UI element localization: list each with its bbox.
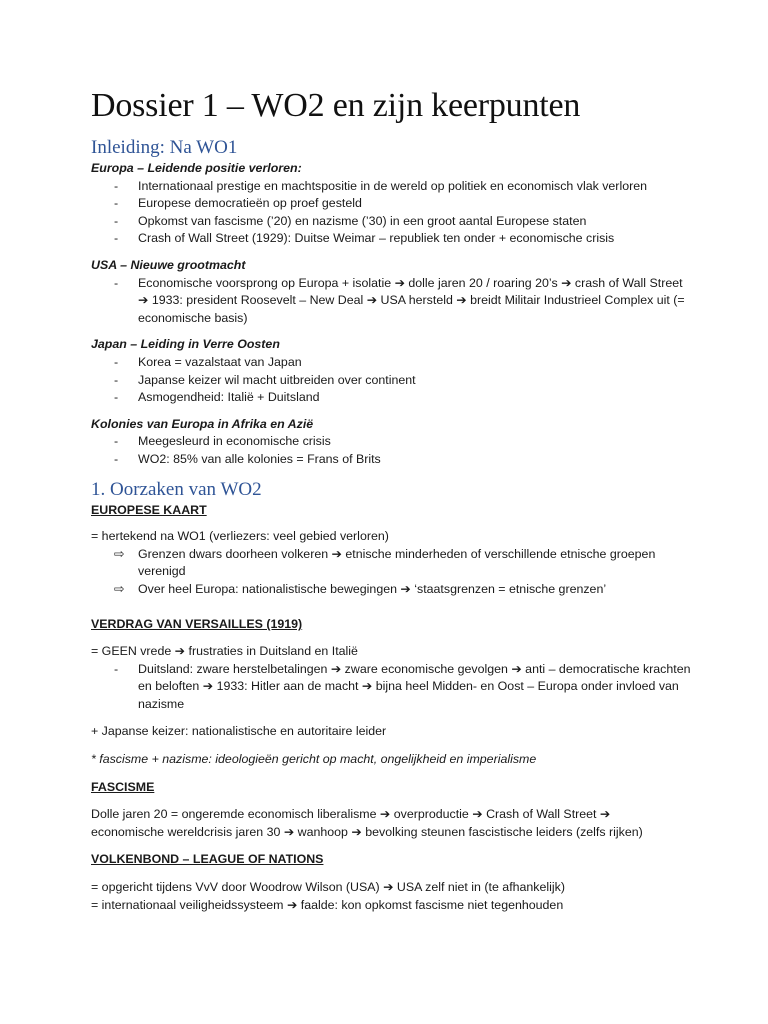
paragraph-fascisme-line-2: economische wereldcrisis jaren 30 ➔ wanhoop ➔ bevolking steunen fascistische leiders (zelfs rijken) xyxy=(91,824,643,839)
heading-oorzaken: 1. Oorzaken van WO2 xyxy=(91,478,262,500)
list-item: ⇨ Grenzen dwars doorheen volkeren ➔ etnische minderheden of verschillende etnische groepen verenigd xyxy=(114,546,656,579)
list-kaart xyxy=(91,546,691,599)
dash-bullet: - xyxy=(114,178,119,193)
list-usa xyxy=(91,275,691,328)
note-ideologieen: * fascisme + nazisme: ideologieën gericht op macht, ongelijkheid en imperialisme xyxy=(91,752,537,767)
page-title: Dossier 1 – WO2 en zijn keerpunten xyxy=(91,87,581,124)
section-heading-kaart: EUROPESE KAART xyxy=(91,502,207,517)
dash-bullet: - xyxy=(114,196,119,211)
arrow-bullet-icon: ⇨ xyxy=(114,546,125,561)
section-heading-versailles: VERDRAG VAN VERSAILLES (1919) xyxy=(91,617,303,632)
paragraph-volkenbond-line-1: = opgericht tijdens VvV door Woodrow Wilson (USA) ➔ USA zelf niet in (te afhankelijk) xyxy=(91,880,565,894)
dash-bullet: - xyxy=(114,434,119,449)
list-item: - Meegesleurd in economische crisis xyxy=(91,433,691,451)
list-item: - Japanse keizer wil macht uitbreiden over continent xyxy=(91,372,691,390)
paragraph-volkenbond-line-2: = internationaal veiligheidssysteem ➔ faalde: kon opkomst fascisme niet tegenhouden xyxy=(91,897,564,912)
paragraph-kaart: = hertekend na WO1 (verliezers: veel gebied verloren) xyxy=(91,529,389,544)
list-item: - Crash of Wall Street (1929): Duitse Weimar – republiek ten onder + economische crisis xyxy=(91,230,691,248)
document-content xyxy=(91,84,691,914)
list-item: - Internationaal prestige en machtspositie in de wereld op politiek en economisch vlak verloren xyxy=(91,178,691,196)
dash-bullet: - xyxy=(114,661,119,676)
subheading-kolonies: Kolonies van Europa in Afrika en Azië xyxy=(91,416,314,431)
list-kolonies xyxy=(91,433,691,468)
paragraph-japanse-keizer: + Japanse keizer: nationalistische en autoritaire leider xyxy=(91,724,387,739)
dash-bullet: - xyxy=(114,372,119,387)
list-item: - Europese democratieën op proef gesteld xyxy=(91,195,691,213)
section-heading-volkenbond: VOLKENBOND – LEAGUE OF NATIONS xyxy=(91,852,324,867)
list-item: ⇨ Over heel Europa: nationalistische bewegingen ➔ ‘staatsgrenzen = etnische grenzen’ xyxy=(91,581,691,599)
dash-bullet: - xyxy=(114,390,119,405)
list-item: - Opkomst van fascisme (’20) en nazisme (’30) in een groot aantal Europese staten xyxy=(91,213,691,231)
dash-bullet: - xyxy=(114,213,119,228)
dash-bullet: - xyxy=(114,451,119,466)
dash-bullet: - xyxy=(114,275,119,290)
list-item: - Asmogendheid: Italië + Duitsland xyxy=(91,389,691,407)
subheading-japan: Japan – Leiding in Verre Oosten xyxy=(91,337,280,352)
section-heading-fascisme: FASCISME xyxy=(91,779,155,794)
list-versailles xyxy=(91,661,691,714)
list-item: - Duitsland: zware herstelbetalingen ➔ zware economische gevolgen ➔ anti – democratische krachten en beloften ➔ 1933: Hitler aan de macht ➔ bijna heel Midden- en Oost – Europa onder invloed van nazisme xyxy=(114,661,691,711)
dash-bullet: - xyxy=(114,231,119,246)
heading-inleiding: Inleiding: Na WO1 xyxy=(91,137,238,158)
dash-bullet: - xyxy=(114,354,119,369)
list-item: - Economische voorsprong op Europa + isolatie ➔ dolle jaren 20 / roaring 20’s ➔ crash of Wall Street ➔ 1933: president Roosevelt – New Deal ➔ USA hersteld ➔ breidt Militair Industrieel Complex uit (= economische basis) xyxy=(114,275,685,325)
subheading-europa: Europa – Leidende positie verloren: xyxy=(91,161,302,175)
subheading-usa: USA – Nieuwe grootmacht xyxy=(91,257,246,272)
list-japan xyxy=(91,354,691,407)
list-europa xyxy=(91,178,691,248)
arrow-bullet-icon: ⇨ xyxy=(114,581,125,596)
paragraph-fascisme-line-1: Dolle jaren 20 = ongeremde economisch liberalisme ➔ overproductie ➔ Crash of Wall Street ➔ xyxy=(91,807,611,822)
list-item: - WO2: 85% van alle kolonies = Frans of Brits xyxy=(91,451,691,469)
paragraph-versailles: = GEEN vrede ➔ frustraties in Duitsland en Italië xyxy=(91,644,358,659)
list-item: - Korea = vazalstaat van Japan xyxy=(91,354,691,372)
